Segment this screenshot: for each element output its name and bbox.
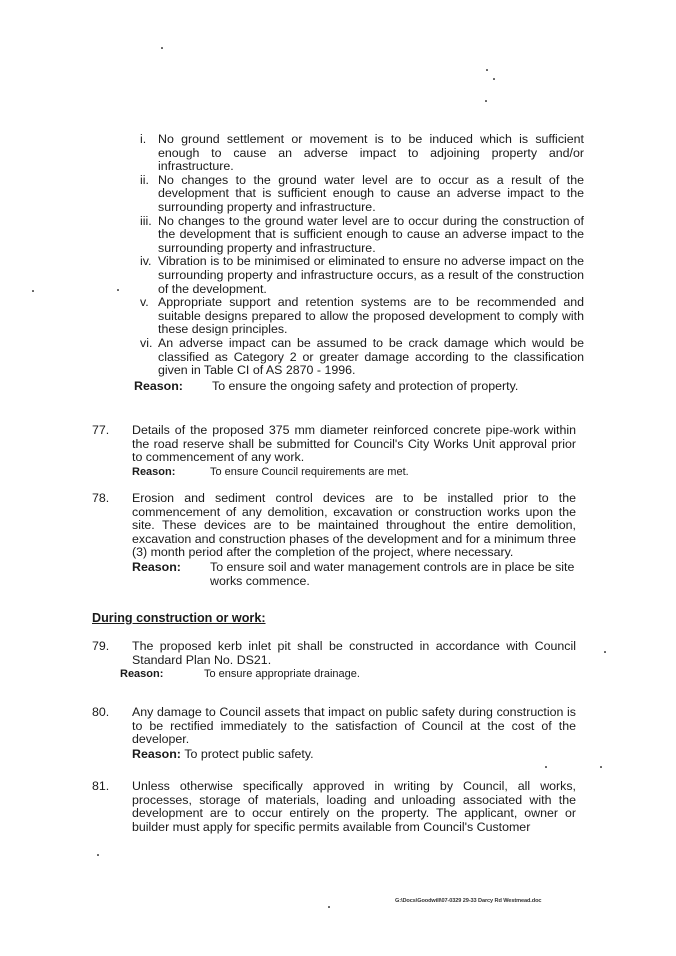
- subclause-text: No changes to the ground water level are to occur during the construction of the development that is sufficient enough to cause an adverse impact to the surrounding property and infrastructure.: [158, 213, 584, 255]
- condition-reason: [120, 667, 576, 681]
- subclause-number: ii.: [140, 172, 149, 187]
- subclause-text: No changes to the ground water level are to occur as a result of the development that is sufficient enough to cause an adverse impact to the surrounding property and infrastructure.: [158, 172, 584, 214]
- subclause-item: [134, 296, 584, 337]
- reason-label: Reason:: [134, 378, 183, 393]
- condition-text: Details of the proposed 375 mm diameter reinforced concrete pipe-work within the road reserve shall be submitted for Council's City Works Unit approval prior to commencement of any work.: [132, 423, 576, 465]
- subclause-number: vi.: [140, 335, 153, 350]
- subclause-number: iii.: [140, 213, 152, 228]
- reason-text: To ensure soil and water management controls are in place be site works commence.: [210, 559, 575, 588]
- condition-reason: [132, 465, 576, 479]
- scan-speck: [485, 100, 487, 102]
- condition-81: [92, 780, 576, 834]
- condition-number: 80.: [92, 705, 110, 719]
- scan-speck: [161, 47, 163, 49]
- subclause-number: iv.: [140, 254, 152, 269]
- condition-78: [92, 492, 576, 588]
- subclause-item: [134, 174, 584, 215]
- reason-label: Reason:: [120, 668, 164, 681]
- reason-text: To protect public safety.: [184, 746, 314, 761]
- subclause-number: i.: [140, 132, 147, 146]
- condition-text: Unless otherwise specifically approved in writing by Council, all works, processes, storage of materials, loading and unloading associated with the development are to occur entirely on the property. The applicant, owner or builder must apply for specific permits available from Council's Customer: [132, 779, 576, 834]
- condition-number: 81.: [92, 779, 110, 793]
- reason-label: Reason:: [132, 746, 185, 761]
- subclause-text: No ground settlement or movement is to be induced which is sufficient enough to cause an adverse impact to adjoining property and/or infrastructure.: [158, 132, 584, 174]
- reason-label: Reason:: [132, 559, 181, 574]
- scan-speck: [486, 69, 488, 71]
- condition-text: Any damage to Council assets that impact on public safety during construction is to be rectified immediately to the satisfaction of Council at the cost of the developer.: [132, 705, 576, 747]
- condition-77: [92, 424, 576, 479]
- scan-speck: [604, 651, 606, 653]
- subclause-text: Appropriate support and retention systems are to be recommended and suitable designs prepared to allow the proposed development to comply with these design principles.: [158, 295, 584, 337]
- condition-number: 78.: [92, 491, 110, 505]
- subclause-item: [134, 337, 584, 378]
- condition-text: The proposed kerb inlet pit shall be constructed in accordance with Council Standard Plan No. DS21.: [132, 639, 576, 667]
- subclause-text: Vibration is to be minimised or eliminated to ensure no adverse impact on the surrounding property and infrastructure occurs, as a result of the construction of the development.: [158, 254, 584, 296]
- subclause-reason: [134, 379, 584, 393]
- subclause-item: [134, 215, 584, 256]
- scan-speck: [600, 766, 602, 768]
- condition-reason: [132, 747, 576, 761]
- reason-label: Reason:: [132, 465, 176, 478]
- subclause-text: An adverse impact can be assumed to be crack damage which would be classified as Category 2 or greater damage according to the classification given in Table CI of AS 2870 - 1996.: [158, 335, 584, 378]
- scan-speck: [493, 78, 495, 80]
- reason-text: To ensure Council requirements are met.: [210, 465, 409, 478]
- condition-79: [92, 640, 576, 681]
- condition-text: Erosion and sediment control devices are to be installed prior to the commencement of any demolition, excavation or construction works upon the site. These devices are to be maintained throughout the entire demolition, excavation and construction phases of the development and for a minimum three (3) month period after the completion of the project, where necessary.: [132, 491, 576, 560]
- scan-speck: [97, 854, 99, 856]
- subclause-item: [134, 255, 584, 296]
- subclause-number: v.: [140, 295, 149, 310]
- condition-80: [92, 706, 576, 761]
- scan-speck: [328, 906, 330, 908]
- scan-speck: [545, 766, 547, 768]
- section-heading: During construction or work:: [92, 611, 266, 625]
- scan-speck: [32, 290, 34, 292]
- footer-file-path: G:\Docs\Goodwill\07-0329 29-33 Darcy Rd Westmead.doc: [395, 898, 542, 904]
- reason-text: To ensure appropriate drainage.: [204, 668, 360, 681]
- scan-speck: [117, 289, 119, 291]
- condition-number: 77.: [92, 423, 110, 437]
- reason-text: To ensure the ongoing safety and protection of property.: [212, 378, 519, 393]
- subclause-item: [134, 133, 584, 174]
- subclause-list: [134, 133, 584, 393]
- condition-reason: [132, 560, 576, 588]
- condition-number: 79.: [92, 639, 110, 653]
